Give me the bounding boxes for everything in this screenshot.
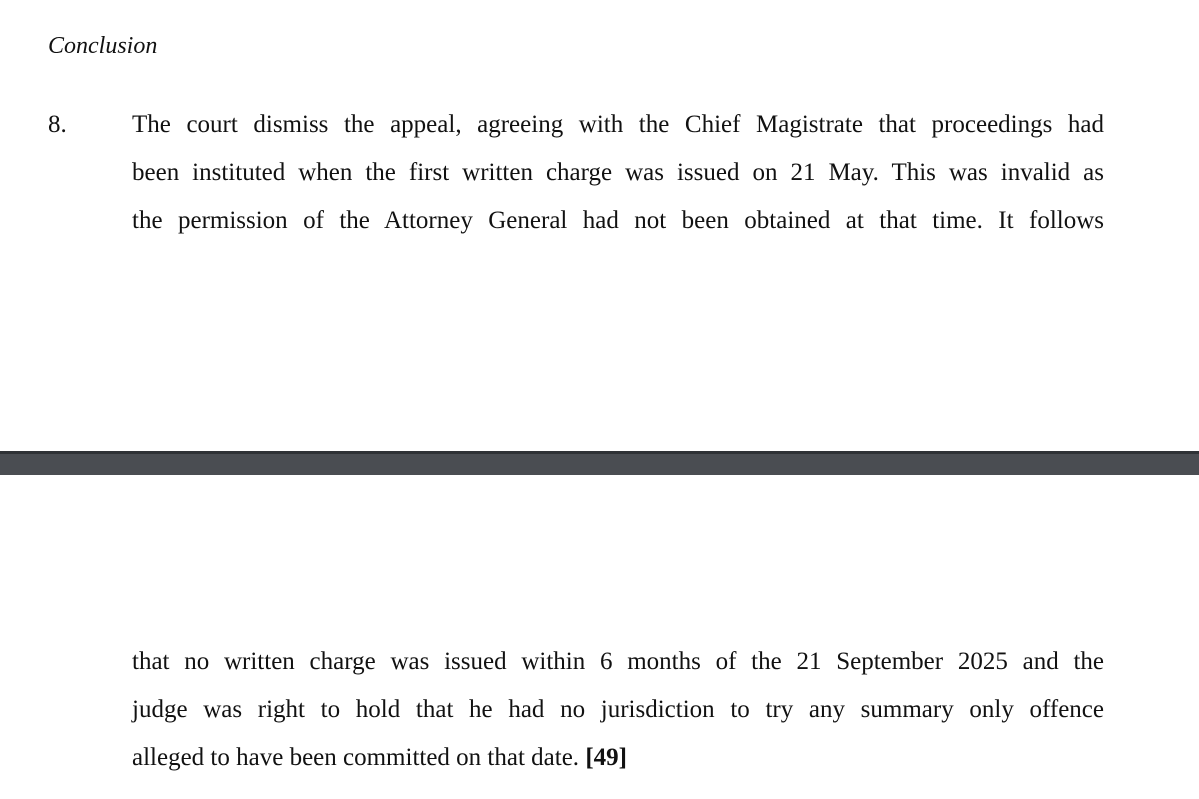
paragraph-line: judge was right to hold that he had no jurisdiction to try any summary only offence [132, 696, 1104, 723]
paragraph-citation: [49] [585, 744, 627, 771]
final-line-text: alleged to have been committed on that date. [132, 744, 580, 771]
section-heading: Conclusion [48, 33, 158, 59]
paragraph-text-page-two [132, 646, 1104, 790]
paragraph-final-line [132, 742, 1104, 790]
page-break-divider [0, 451, 1199, 475]
paragraph-line: the permission of the Attorney General had not been obtained at that time. It follows [132, 207, 1104, 234]
paragraph-line: The court dismiss the appeal, agreeing with the Chief Magistrate that proceedings had [132, 111, 1104, 138]
paragraph-text-page-one [132, 109, 1104, 253]
paragraph-line: been instituted when the first written charge was issued on 21 May. This was invalid as [132, 159, 1104, 186]
paragraph-line: that no written charge was issued within 6 months of the 21 September 2025 and the [132, 648, 1104, 675]
paragraph-number: 8. [48, 111, 67, 138]
